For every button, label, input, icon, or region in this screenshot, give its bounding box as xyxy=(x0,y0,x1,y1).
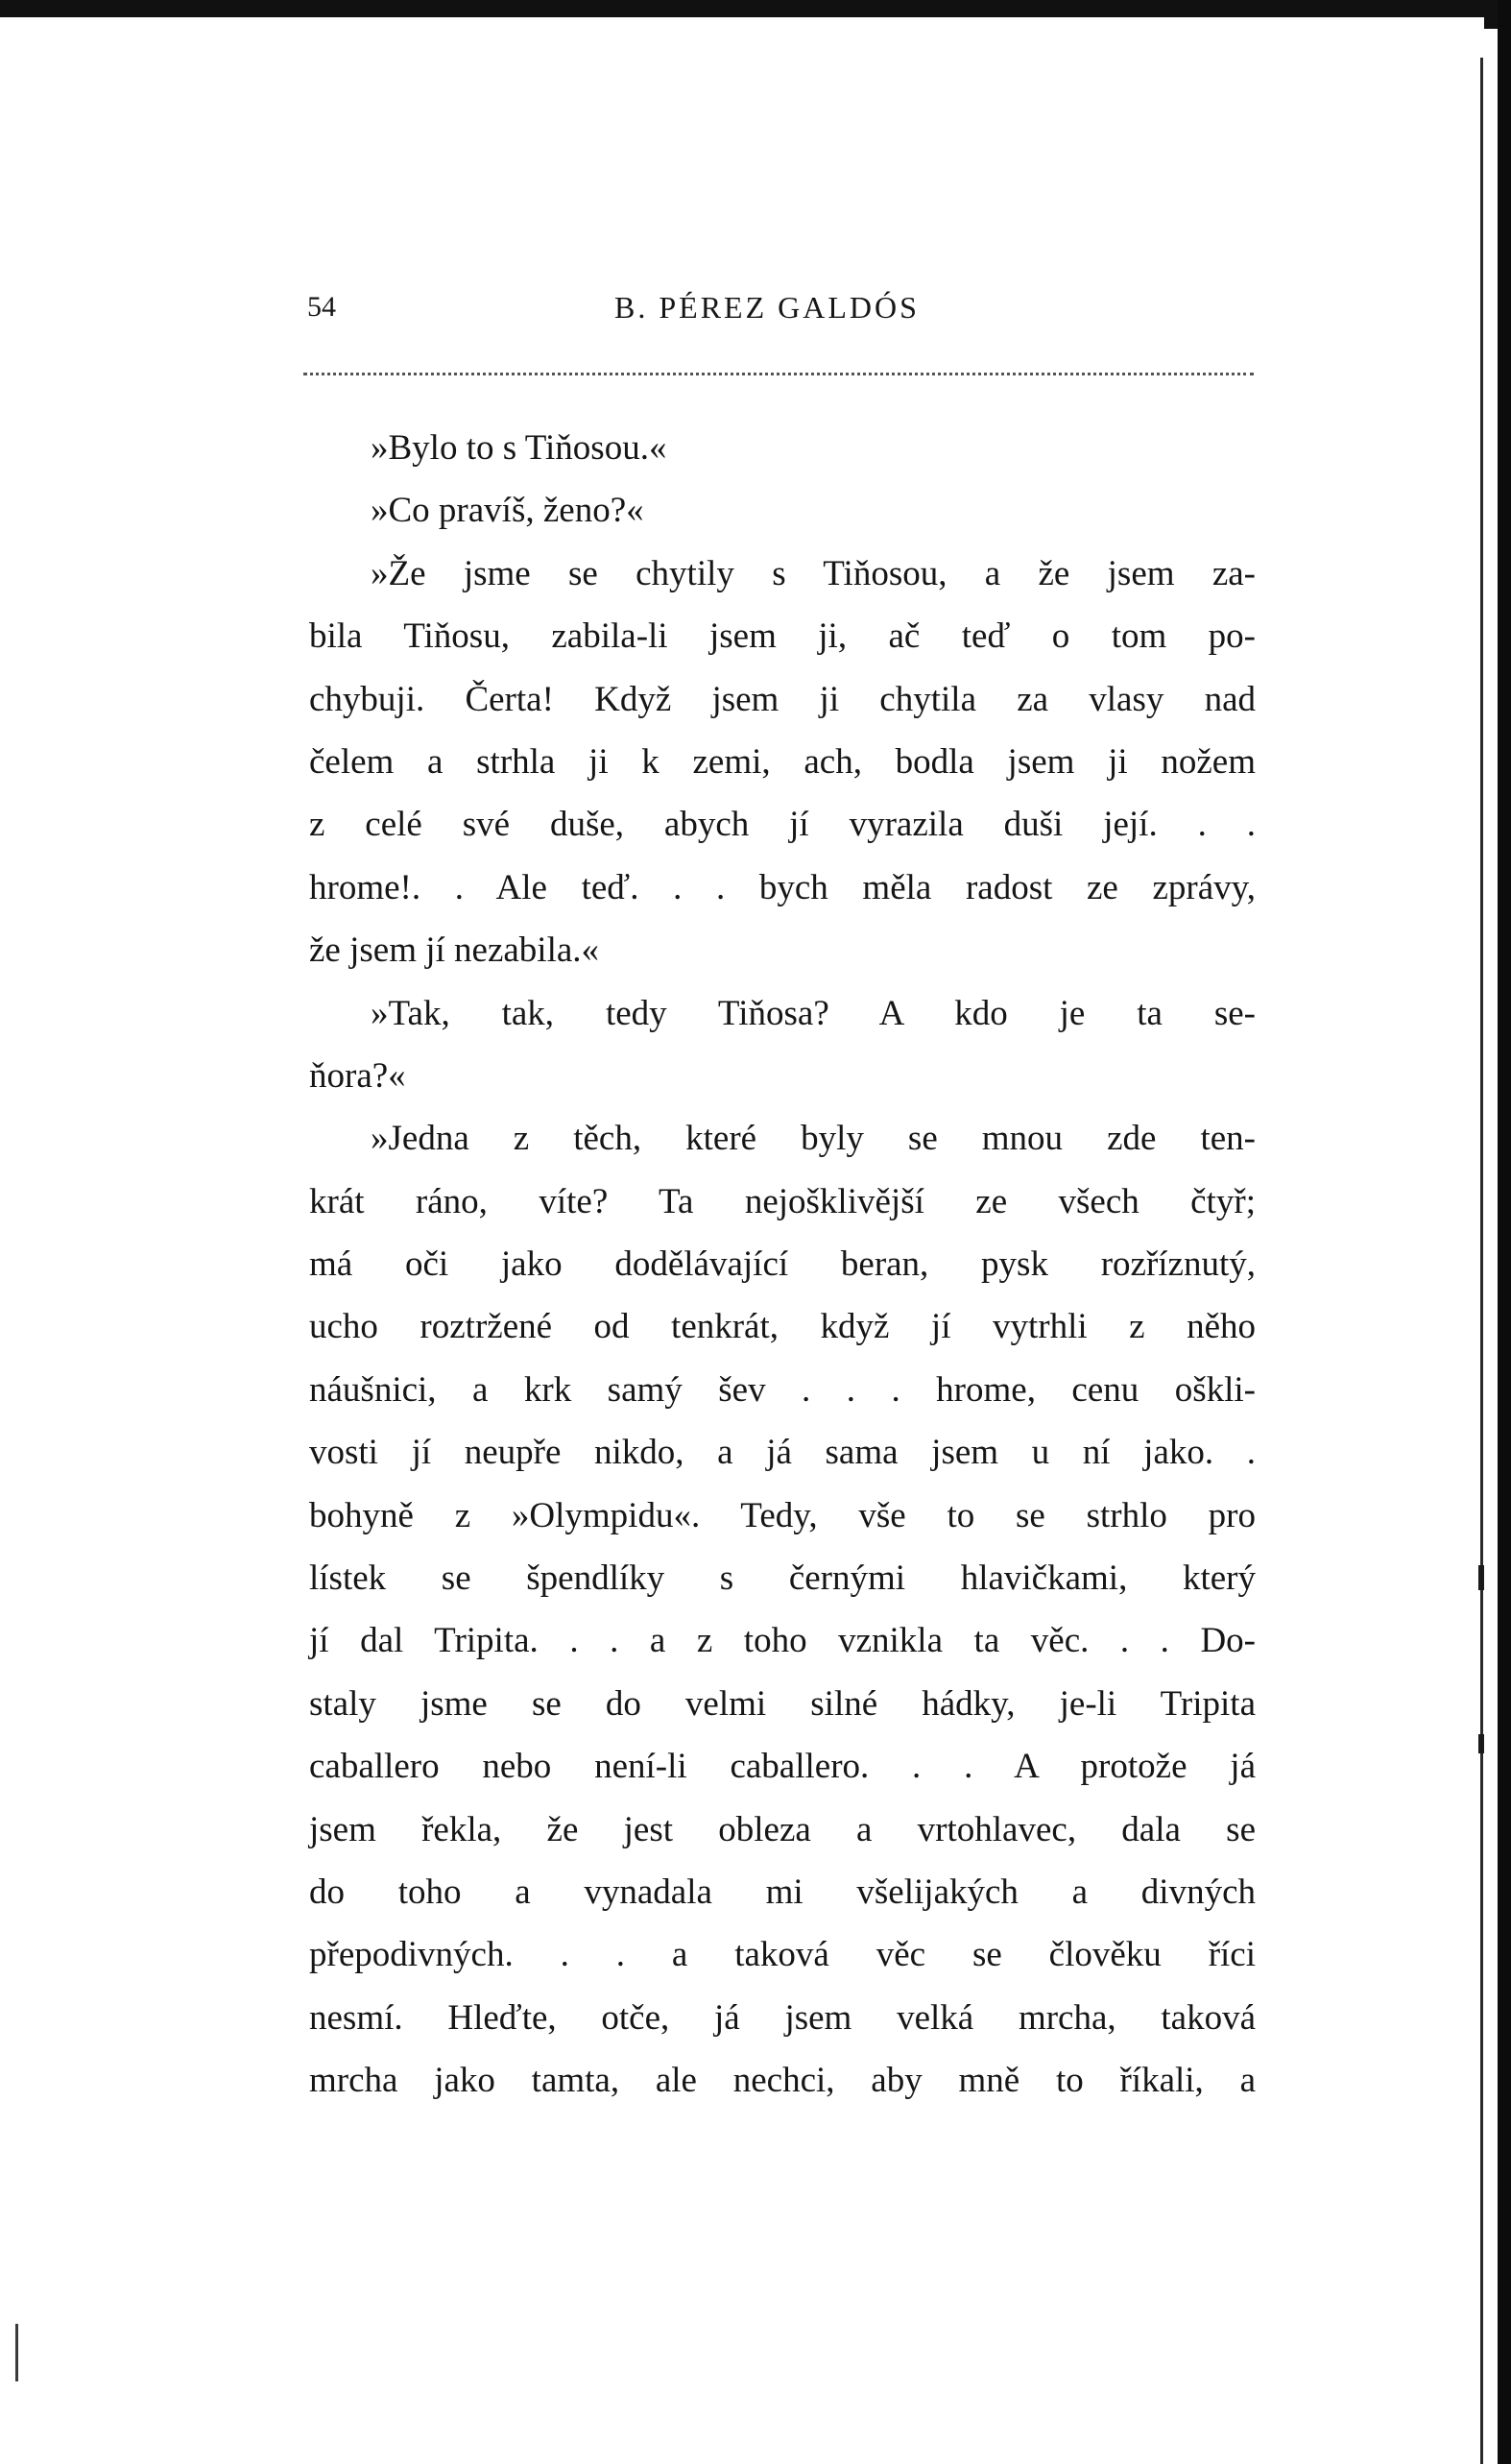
text-line: z celé své duše, abych jí vyrazila duši její. . . xyxy=(309,805,1256,845)
text-line: bila Tiňosu, zabila-li jsem ji, ač teď o tom po- xyxy=(309,616,1256,657)
text-line: jí dal Tripita. . . a z toho vznikla ta věc. . . Do- xyxy=(309,1621,1256,1661)
text-line: náušnici, a krk samý šev . . . hrome, cenu oškli- xyxy=(309,1369,1256,1410)
text-line: »Jedna z těch, které byly se mnou zde ten- xyxy=(371,1119,1256,1159)
text-line: caballero nebo není-li caballero. . . A protože já xyxy=(309,1747,1256,1787)
page-left-edge-mark xyxy=(15,2324,18,2381)
page-edge-line xyxy=(1480,58,1483,2464)
text-line: do toho a vynadala mi všelijakých a divných xyxy=(309,1872,1256,1912)
page-edge-mark xyxy=(1478,1734,1484,1753)
text-line: »Tak, tak, tedy Tiňosa? A kdo je ta se- xyxy=(371,993,1256,1033)
running-title: B. PÉREZ GALDÓS xyxy=(614,290,920,325)
text-line: má oči jako dodělávající beran, pysk rozříznutý, xyxy=(309,1244,1256,1285)
text-line: bohyně z »Olympidu«. Tedy, vše to se strhlo pro xyxy=(309,1495,1256,1535)
page-number: 54 xyxy=(307,291,336,323)
body-text xyxy=(309,417,1256,2113)
header-dotted-rule xyxy=(303,373,1254,375)
text-line: přepodivných. . . a taková věc se člověku říci xyxy=(309,1935,1256,1975)
text-line: že jsem jí nezabila.« xyxy=(309,930,600,971)
text-line: lístek se špendlíky s černými hlavičkami, který xyxy=(309,1558,1256,1599)
text-line: »Bylo to s Tiňosou.« xyxy=(371,428,667,468)
page-edge-mark xyxy=(1478,1565,1484,1590)
text-line: nesmí. Hleďte, otče, já jsem velká mrcha, taková xyxy=(309,1997,1256,2038)
text-line: čelem a strhla ji k zemi, ach, bodla jsem ji nožem xyxy=(309,741,1256,782)
text-line: mrcha jako tamta, ale nechci, aby mně to říkali, a xyxy=(309,2061,1256,2101)
text-line: krát ráno, víte? Ta nejošklivější ze všech čtyř; xyxy=(309,1181,1256,1221)
text-line: vosti jí neupře nikdo, a já sama jsem u ní jako. . xyxy=(309,1433,1256,1473)
text-line: hrome!. . Ale teď. . . bych měla radost ze zprávy, xyxy=(309,867,1256,907)
scan-right-border xyxy=(1498,0,1511,2464)
text-line: »Co pravíš, ženo?« xyxy=(371,491,644,531)
running-head xyxy=(307,284,1258,330)
scan-corner-notch xyxy=(1484,0,1498,29)
text-line: ucho roztržené od tenkrát, když jí vytrhli z něho xyxy=(309,1307,1256,1347)
text-line: »Že jsme se chytily s Tiňosou, a že jsem za- xyxy=(371,553,1256,593)
text-line: ňora?« xyxy=(309,1055,406,1096)
text-line: jsem řekla, že jest obleza a vrtohlavec, dala se xyxy=(309,1809,1256,1849)
text-line: chybuji. Čerta! Když jsem ji chytila za vlasy nad xyxy=(309,679,1256,719)
scan-top-border xyxy=(0,0,1511,17)
text-line: staly jsme se do velmi silné hádky, je-li Tripita xyxy=(309,1683,1256,1724)
